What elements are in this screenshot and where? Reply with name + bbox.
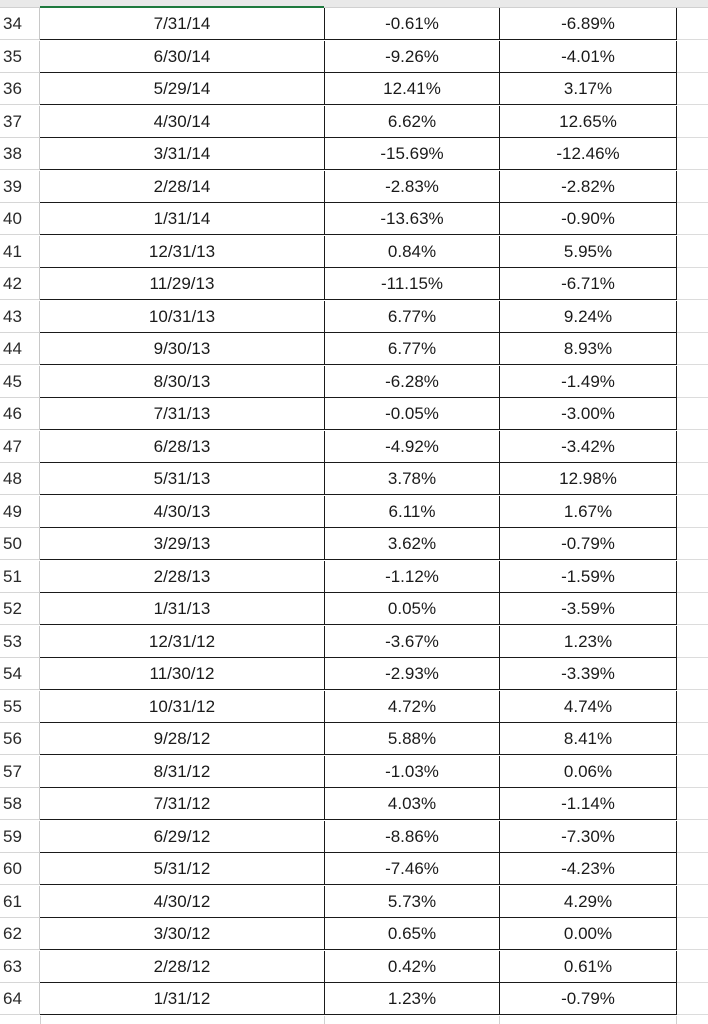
table-row [0,593,708,626]
return-cell-a[interactable]: -3.67% [325,626,500,658]
empty-cell[interactable] [677,366,708,398]
date-cell[interactable]: 9/28/12 [40,723,325,755]
date-cell[interactable]: 3/29/13 [40,528,325,560]
row-number-header[interactable]: 51 [0,561,40,593]
row-number-header[interactable]: 38 [0,138,40,170]
return-cell-b[interactable]: -4.23% [500,853,677,885]
empty-cell[interactable] [677,658,708,690]
empty-cell[interactable] [677,73,708,105]
row-number-header[interactable]: 49 [0,496,40,528]
empty-cell[interactable] [677,268,708,300]
return-cell-a[interactable]: -2.83% [325,171,500,203]
empty-cell[interactable] [677,951,708,983]
return-cell-a[interactable]: 6.77% [325,333,500,365]
row-number-header[interactable]: 62 [0,918,40,950]
date-cell[interactable]: 10/31/13 [40,301,325,333]
empty-cell[interactable] [677,918,708,950]
empty-cell[interactable] [677,983,708,1015]
row-number-header[interactable]: 55 [0,691,40,723]
table-row [0,236,708,269]
empty-cell[interactable] [677,821,708,853]
table-row [0,951,708,984]
gridline [324,1016,325,1024]
return-cell-a[interactable]: 0.05% [325,593,500,625]
empty-cell[interactable] [677,756,708,788]
return-cell-a[interactable]: 5.73% [325,886,500,918]
row-number-header[interactable]: 35 [0,41,40,73]
return-cell-b[interactable]: 3.17% [500,73,677,105]
date-cell[interactable]: 4/30/13 [40,496,325,528]
row-number-header[interactable]: 43 [0,301,40,333]
return-cell-b[interactable]: -0.79% [500,983,677,1015]
return-cell-a[interactable]: 6.77% [325,301,500,333]
table-row [0,658,708,691]
date-cell[interactable]: 8/30/13 [40,366,325,398]
row-number-header[interactable]: 34 [0,8,40,40]
date-cell[interactable]: 1/31/13 [40,593,325,625]
return-cell-b[interactable]: -3.42% [500,431,677,463]
return-cell-a[interactable]: 3.78% [325,463,500,495]
empty-cell[interactable] [677,301,708,333]
return-cell-b[interactable]: -4.01% [500,41,677,73]
return-cell-a[interactable]: 5.88% [325,723,500,755]
date-cell[interactable]: 12/31/13 [40,236,325,268]
return-cell-b[interactable]: -6.71% [500,268,677,300]
empty-cell[interactable] [677,171,708,203]
row-number-header[interactable]: 48 [0,463,40,495]
return-cell-a[interactable]: -0.61% [325,8,500,40]
empty-cell[interactable] [677,398,708,430]
empty-cell[interactable] [677,691,708,723]
row-number-header[interactable]: 58 [0,788,40,820]
next-row-strip [0,1016,708,1024]
empty-cell[interactable] [677,41,708,73]
row-number-header[interactable]: 56 [0,723,40,755]
return-cell-a[interactable]: 6.11% [325,496,500,528]
return-cell-b[interactable]: -6.89% [500,8,677,40]
return-cell-a[interactable]: 4.72% [325,691,500,723]
date-cell[interactable]: 11/29/13 [40,268,325,300]
gridline [40,1016,41,1024]
empty-cell[interactable] [677,593,708,625]
return-cell-b[interactable]: -0.79% [500,528,677,560]
date-cell[interactable]: 6/29/12 [40,821,325,853]
return-cell-a[interactable]: -4.92% [325,431,500,463]
return-cell-b[interactable]: 8.93% [500,333,677,365]
date-cell[interactable]: 7/31/14 [40,8,325,40]
return-cell-a[interactable]: -2.93% [325,658,500,690]
return-cell-b[interactable]: 4.74% [500,691,677,723]
empty-cell[interactable] [677,561,708,593]
table-row [0,528,708,561]
empty-cell[interactable] [677,463,708,495]
date-cell[interactable]: 5/31/12 [40,853,325,885]
return-cell-b[interactable]: 1.23% [500,626,677,658]
return-cell-a[interactable]: 0.84% [325,236,500,268]
return-cell-b[interactable]: 12.65% [500,106,677,138]
table-row [0,626,708,659]
return-cell-a[interactable]: 0.42% [325,951,500,983]
return-cell-b[interactable]: -1.59% [500,561,677,593]
date-cell[interactable]: 2/28/13 [40,561,325,593]
table-row [0,463,708,496]
empty-cell[interactable] [677,788,708,820]
return-cell-a[interactable]: 1.23% [325,983,500,1015]
date-cell[interactable]: 5/31/13 [40,463,325,495]
row-number-header[interactable]: 61 [0,886,40,918]
table-row [0,918,708,951]
table-row [0,301,708,334]
empty-cell[interactable] [677,431,708,463]
table-row [0,756,708,789]
date-cell[interactable]: 4/30/14 [40,106,325,138]
return-cell-b[interactable]: 5.95% [500,236,677,268]
gridline [676,1016,677,1024]
return-cell-a[interactable]: 3.62% [325,528,500,560]
row-number-header[interactable]: 46 [0,398,40,430]
table-row [0,171,708,204]
empty-cell[interactable] [677,886,708,918]
return-cell-a[interactable]: -6.28% [325,366,500,398]
empty-cell[interactable] [677,203,708,235]
return-cell-a[interactable]: 6.62% [325,106,500,138]
empty-cell[interactable] [677,106,708,138]
return-cell-a[interactable]: 4.03% [325,788,500,820]
empty-cell[interactable] [677,723,708,755]
return-cell-b[interactable]: 1.67% [500,496,677,528]
date-cell[interactable]: 8/31/12 [40,756,325,788]
row-number-header[interactable]: 53 [0,626,40,658]
return-cell-a[interactable]: 12.41% [325,73,500,105]
empty-cell[interactable] [677,8,708,40]
return-cell-b[interactable]: 4.29% [500,886,677,918]
row-number-header[interactable]: 42 [0,268,40,300]
return-cell-b[interactable]: -3.39% [500,658,677,690]
table-row [0,203,708,236]
table-row [0,268,708,301]
date-cell[interactable]: 9/30/13 [40,333,325,365]
return-cell-a[interactable]: -15.69% [325,138,500,170]
return-cell-b[interactable]: -2.82% [500,171,677,203]
table-row [0,983,708,1016]
return-cell-a[interactable]: -8.86% [325,821,500,853]
row-number-header[interactable]: 40 [0,203,40,235]
date-cell[interactable]: 7/31/12 [40,788,325,820]
return-cell-b[interactable]: 8.41% [500,723,677,755]
return-cell-b[interactable]: 0.61% [500,951,677,983]
return-cell-b[interactable]: 9.24% [500,301,677,333]
date-cell[interactable]: 6/30/14 [40,41,325,73]
return-cell-b[interactable]: -1.49% [500,366,677,398]
row-number-header[interactable]: 57 [0,756,40,788]
table-row [0,496,708,529]
table-row [0,821,708,854]
table-row [0,853,708,886]
date-cell[interactable]: 12/31/12 [40,626,325,658]
return-cell-b[interactable]: 0.00% [500,918,677,950]
return-cell-b[interactable]: -0.90% [500,203,677,235]
column-header-strip [0,0,708,8]
table-row [0,333,708,366]
table-row [0,366,708,399]
row-number-header[interactable]: 59 [0,821,40,853]
return-cell-a[interactable]: -9.26% [325,41,500,73]
return-cell-b[interactable]: 12.98% [500,463,677,495]
date-cell[interactable]: 4/30/12 [40,886,325,918]
date-cell[interactable]: 10/31/12 [40,691,325,723]
row-number-header[interactable]: 37 [0,106,40,138]
date-cell[interactable]: 3/31/14 [40,138,325,170]
row-number-header[interactable]: 60 [0,853,40,885]
return-cell-b[interactable]: -3.00% [500,398,677,430]
table-row [0,691,708,724]
row-number-header[interactable]: 47 [0,431,40,463]
return-cell-b[interactable]: -3.59% [500,593,677,625]
row-number-header[interactable]: 64 [0,983,40,1015]
row-number-header[interactable]: 41 [0,236,40,268]
return-cell-b[interactable]: -7.30% [500,821,677,853]
empty-cell[interactable] [677,236,708,268]
date-cell[interactable]: 1/31/14 [40,203,325,235]
return-cell-a[interactable]: -1.03% [325,756,500,788]
row-number-header[interactable]: 39 [0,171,40,203]
return-cell-b[interactable]: 0.06% [500,756,677,788]
date-cell[interactable]: 2/28/14 [40,171,325,203]
table-row [0,8,708,41]
return-cell-b[interactable]: -12.46% [500,138,677,170]
return-cell-a[interactable]: -7.46% [325,853,500,885]
empty-cell[interactable] [677,626,708,658]
empty-cell[interactable] [677,528,708,560]
table-row [0,886,708,919]
empty-cell[interactable] [677,853,708,885]
date-cell[interactable]: 7/31/13 [40,398,325,430]
date-cell[interactable]: 1/31/12 [40,983,325,1015]
row-number-header[interactable]: 50 [0,528,40,560]
return-cell-a[interactable]: -13.63% [325,203,500,235]
row-number-header[interactable]: 36 [0,73,40,105]
table-row [0,106,708,139]
empty-cell[interactable] [677,333,708,365]
date-cell[interactable]: 5/29/14 [40,73,325,105]
table-row [0,41,708,74]
return-cell-a[interactable]: -0.05% [325,398,500,430]
table-row [0,138,708,171]
date-cell[interactable]: 3/30/12 [40,918,325,950]
return-cell-b[interactable]: -1.14% [500,788,677,820]
table-row [0,431,708,464]
return-cell-a[interactable]: -1.12% [325,561,500,593]
date-cell[interactable]: 6/28/13 [40,431,325,463]
return-cell-a[interactable]: -11.15% [325,268,500,300]
empty-cell[interactable] [677,138,708,170]
row-number-header[interactable]: 45 [0,366,40,398]
row-number-header[interactable]: 63 [0,951,40,983]
table-row [0,561,708,594]
empty-cell[interactable] [677,496,708,528]
gridline [499,1016,500,1024]
date-cell[interactable]: 11/30/12 [40,658,325,690]
table-row [0,788,708,821]
row-number-header[interactable]: 52 [0,593,40,625]
row-number-header[interactable]: 54 [0,658,40,690]
return-cell-a[interactable]: 0.65% [325,918,500,950]
table-row [0,723,708,756]
table-row [0,73,708,106]
table-row [0,398,708,431]
date-cell[interactable]: 2/28/12 [40,951,325,983]
row-number-header[interactable]: 44 [0,333,40,365]
